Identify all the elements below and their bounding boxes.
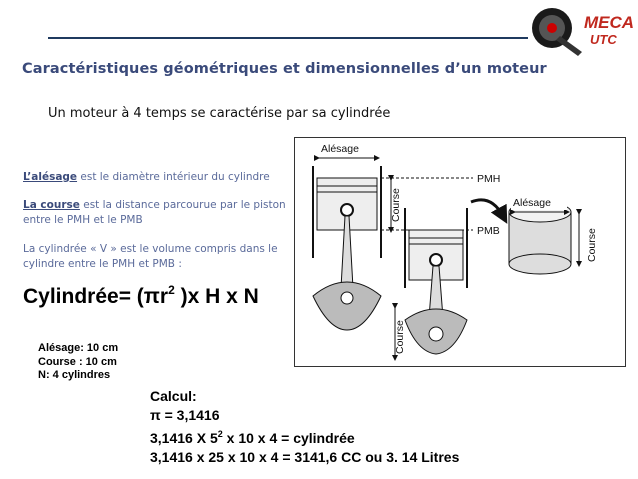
calc-pi-symbol: π <box>150 407 161 423</box>
definition-alesage-text: est le diamètre intérieur du cylindre <box>77 171 270 183</box>
header-rule <box>48 37 528 39</box>
slide-title: Caractéristiques géométriques et dimensionnelles d’un moteur <box>22 61 547 77</box>
piston-pmb <box>405 208 467 354</box>
label-course-cylinder: Course <box>586 228 598 262</box>
definition-course <box>23 198 293 228</box>
calc-line-2 <box>150 425 459 448</box>
definition-cylindree: La cylindrée « V » est le volume compris dans le cylindre entre le PMH et PMB : <box>23 243 278 270</box>
formula <box>23 283 259 309</box>
definition-course-text: est la distance parcourue par le piston entre le PMH et le PMB <box>23 199 286 226</box>
cylinder-volume <box>509 202 571 274</box>
calc-line-2-a: 3,1416 X 5 <box>150 430 218 446</box>
calc-label: Calcul: <box>150 388 197 404</box>
calc-line-2-b: x 10 x 4 = cylindrée <box>222 430 355 446</box>
definition-alesage <box>23 170 293 185</box>
formula-pi: π <box>143 285 160 308</box>
given-course: Course : 10 cm <box>38 355 117 368</box>
logo-text-utc: UTC <box>590 32 617 47</box>
term-course: La course <box>23 199 80 211</box>
calc-pi-line <box>150 406 459 425</box>
given-cylinders: N: 4 cylindres <box>38 369 111 381</box>
label-alesage-cylinder: Alésage <box>513 197 551 209</box>
engine-diagram <box>294 137 626 367</box>
label-course-2: Course <box>394 320 406 354</box>
calc-line-2-exp: 2 <box>217 429 223 439</box>
meca-utc-logo <box>530 2 634 58</box>
formula-r: r <box>159 285 169 308</box>
calculation <box>150 387 459 467</box>
given-values <box>38 342 118 383</box>
label-alesage-top: Alésage <box>321 143 359 155</box>
given-alesage: Alésage: 10 cm <box>38 342 119 354</box>
calc-line-3: 3,1416 x 25 x 10 x 4 = 3141,6 CC ou 3. 14 Litres <box>150 449 460 465</box>
label-pmb: PMB <box>477 225 500 237</box>
arrow-to-cylinder-icon <box>471 200 503 216</box>
calc-pi-value: = 3,1416 <box>160 407 220 423</box>
label-pmh: PMH <box>477 173 501 185</box>
formula-exponent: 2 <box>168 283 175 297</box>
formula-left: Cylindrée= ( <box>23 285 144 308</box>
piston-pmh <box>313 158 381 330</box>
term-alesage: L’alésage <box>23 171 78 183</box>
label-course-1: Course <box>390 188 402 222</box>
formula-right: )x H x N <box>174 285 259 308</box>
intro-text: Un moteur à 4 temps se caractérise par sa cylindrée <box>48 106 391 121</box>
logo-text-meca: MECA <box>584 13 634 32</box>
